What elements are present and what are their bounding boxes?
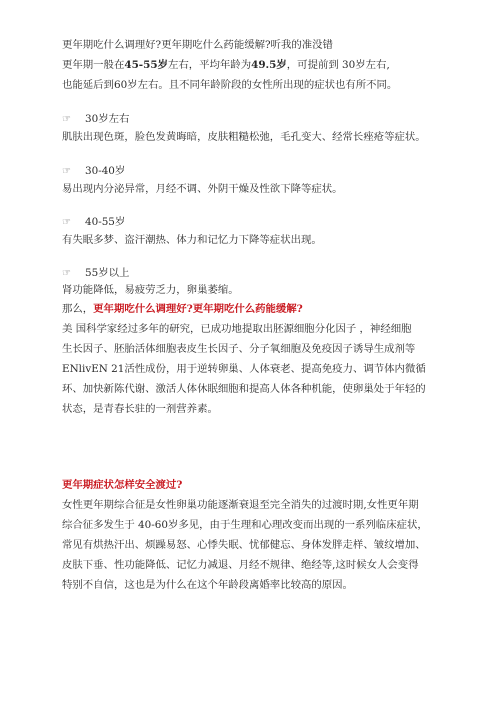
section-heading-text: 30岁左右 bbox=[84, 113, 130, 125]
section-body-text: 有失眠多梦、盗汗潮热、体力和记忆力下降等症状出现。 bbox=[62, 234, 322, 246]
section-body-55 bbox=[62, 283, 239, 297]
section-body-40-55 bbox=[62, 233, 322, 247]
para1-line-4 bbox=[62, 382, 426, 396]
para2-line-5 bbox=[62, 578, 353, 592]
section-heading-40-55 bbox=[62, 215, 125, 230]
doc-title bbox=[62, 38, 333, 52]
section-heading-text: 30-40岁 bbox=[84, 165, 126, 177]
paragraph-text: 特别不自信，这也是为什么在这个年龄段离婚率比较高的原因。 bbox=[62, 579, 353, 591]
pointing-hand-icon: ☞ bbox=[62, 268, 71, 279]
intro-text: 更年期一般在 bbox=[62, 59, 125, 71]
para2-line-4 bbox=[62, 558, 419, 572]
section-body-text: 肌肤出现色斑，脸色发黄晦暗，皮肤粗糙松弛，毛孔变大、经常长痤疮等症状。 bbox=[62, 131, 426, 143]
para1-line-1 bbox=[62, 322, 412, 336]
doc-title-text: 更年期吃什么调理好?更年期吃什么药能缓解?听我的准没错 bbox=[62, 39, 333, 51]
paragraph-text: 生长因子、胚胎活体细胞表皮生长因子、分子氧细胞及免疫因子诱导生成剂等 bbox=[62, 343, 416, 355]
intro-text: ，可提前到 30岁左右, bbox=[286, 59, 390, 71]
paragraph-text: 环、加快新陈代谢、激活人体休眠细胞和提高人体各种机能，使卵巢处于年轻的 bbox=[62, 383, 426, 395]
section-heading-30 bbox=[62, 112, 129, 127]
para1-line-3 bbox=[62, 362, 426, 376]
intro-age-range: 45-55岁 bbox=[124, 59, 168, 71]
question-line bbox=[62, 302, 303, 316]
pointing-hand-icon: ☞ bbox=[62, 217, 71, 228]
paragraph-text: 综合征多发生于 40-60岁多见，由于生理和心理改变而出现的一系列临床症状， bbox=[62, 519, 428, 531]
para1-line-2 bbox=[62, 342, 415, 356]
intro-line-1 bbox=[62, 58, 390, 72]
section-body-30-40 bbox=[62, 182, 343, 196]
section-heading-text: 55岁以上 bbox=[84, 267, 130, 279]
paragraph-text: ENlivEN 21活性成份，用于逆转卵巢、人体衰老、提高免疫力、调节体内微循 bbox=[62, 363, 426, 375]
paragraph-text: 皮肤下垂、性功能降低、记忆力减退、月经不规律、绝经等,这时候女人会变得 bbox=[62, 559, 419, 571]
section2-heading bbox=[62, 478, 182, 492]
intro-text: 也能延后到60岁左右。且不同年龄阶段的女性所出现的症状也有所不同。 bbox=[62, 79, 398, 91]
pointing-hand-icon: ☞ bbox=[62, 114, 71, 125]
para2-line-1 bbox=[62, 498, 419, 512]
section-body-text: 易出现内分泌异常，月经不调、外阴干燥及性欲下降等症状。 bbox=[62, 183, 343, 195]
question-prefix: 那么， bbox=[62, 303, 94, 315]
section-body-text: 肾功能降低，易疲劳乏力，卵巢萎缩。 bbox=[62, 284, 239, 296]
paragraph-text: 女性更年期综合征是女性卵巢功能逐渐衰退至完全消失的过渡时期,女性更年期 bbox=[62, 499, 419, 511]
question-highlight: 更年期吃什么调理好?更年期吃什么药能缓解? bbox=[93, 303, 303, 315]
section-heading-text: 40-55岁 bbox=[84, 216, 126, 228]
section2-heading-text: 更年期症状怎样安全渡过? bbox=[62, 479, 183, 491]
paragraph-text: 常见有烘热汗出、烦躁易怒、心悸失眠、忧郁健忘、身体发胖走样、皱纹增加、 bbox=[62, 539, 426, 551]
para1-line-5 bbox=[62, 402, 218, 416]
section-heading-30-40 bbox=[62, 164, 125, 179]
intro-line-2 bbox=[62, 78, 397, 92]
para2-line-3 bbox=[62, 538, 426, 552]
paragraph-text: 美 国科学家经过多年的研究，已成功地提取出胚源细胞分化因子 ，神经细胞 bbox=[62, 323, 412, 335]
para2-line-2 bbox=[62, 518, 428, 532]
paragraph-text: 状态，是青春长驻的一剂营养素。 bbox=[62, 403, 218, 415]
intro-text: 左右，平均年龄为 bbox=[167, 59, 252, 71]
section-heading-55 bbox=[62, 266, 129, 281]
intro-average-age: 49.5岁 bbox=[251, 59, 287, 71]
pointing-hand-icon: ☞ bbox=[62, 166, 71, 177]
section-body-30 bbox=[62, 130, 426, 144]
